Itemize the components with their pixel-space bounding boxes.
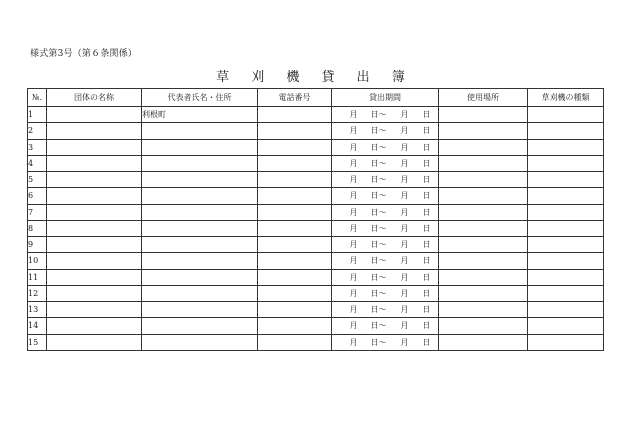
header-phone: 電話番号 xyxy=(258,89,332,107)
period-month-start-label: 月 xyxy=(349,288,358,298)
period-month-start-label: 月 xyxy=(349,223,358,233)
header-no: №. xyxy=(28,89,47,107)
place-cell[interactable] xyxy=(439,204,528,220)
representative-cell[interactable] xyxy=(142,204,258,220)
period-month-start-label: 月 xyxy=(349,240,358,250)
table-row xyxy=(28,285,604,301)
table-row xyxy=(28,155,604,171)
table-header-row xyxy=(28,89,604,107)
period-day-end-label: 日 xyxy=(422,256,431,266)
period-month-end-label: 月 xyxy=(400,191,409,201)
period-day-start-label: 日～ xyxy=(370,240,387,250)
period-month-start-label: 月 xyxy=(349,272,358,282)
period-day-start-label: 日～ xyxy=(370,223,387,233)
period-day-end-label: 日 xyxy=(422,272,431,282)
lending-period-cell[interactable] xyxy=(332,220,439,236)
lending-period-cell[interactable] xyxy=(332,188,439,204)
phone-cell[interactable] xyxy=(258,302,332,318)
phone-cell[interactable] xyxy=(258,107,332,123)
period-day-start-label: 日～ xyxy=(370,288,387,298)
row-number-cell: 13 xyxy=(28,302,47,318)
period-month-end-label: 月 xyxy=(400,158,409,168)
phone-cell[interactable] xyxy=(258,204,332,220)
period-month-start-label: 月 xyxy=(349,191,358,201)
period-day-start-label: 日～ xyxy=(370,321,387,331)
mower-type-cell[interactable] xyxy=(528,269,604,285)
mower-type-cell[interactable] xyxy=(528,107,604,123)
lending-period-cell[interactable] xyxy=(332,285,439,301)
place-cell[interactable] xyxy=(439,220,528,236)
period-month-end-label: 月 xyxy=(400,223,409,233)
representative-cell[interactable] xyxy=(142,155,258,171)
table-row xyxy=(28,123,604,139)
period-day-end-label: 日 xyxy=(422,158,431,168)
period-day-start-label: 日～ xyxy=(370,142,387,152)
phone-cell[interactable] xyxy=(258,139,332,155)
org-name-cell[interactable] xyxy=(47,237,142,253)
table-row xyxy=(28,188,604,204)
lending-period-cell[interactable] xyxy=(332,123,439,139)
period-day-start-label: 日～ xyxy=(370,158,387,168)
period-day-end-label: 日 xyxy=(422,288,431,298)
row-number-cell: 14 xyxy=(28,318,47,334)
mower-type-cell[interactable] xyxy=(528,285,604,301)
mower-type-cell[interactable] xyxy=(528,237,604,253)
representative-cell[interactable]: 利根町 xyxy=(142,107,258,123)
mower-type-cell[interactable] xyxy=(528,123,604,139)
lending-period-cell[interactable] xyxy=(332,318,439,334)
org-name-cell[interactable] xyxy=(47,139,142,155)
place-cell[interactable] xyxy=(439,139,528,155)
lending-period-cell[interactable] xyxy=(332,269,439,285)
place-cell[interactable] xyxy=(439,107,528,123)
org-name-cell[interactable] xyxy=(47,155,142,171)
row-number-cell: 10 xyxy=(28,253,47,269)
org-name-cell[interactable] xyxy=(47,123,142,139)
representative-cell[interactable] xyxy=(142,123,258,139)
period-day-start-label: 日～ xyxy=(370,256,387,266)
place-cell[interactable] xyxy=(439,123,528,139)
period-day-start-label: 日～ xyxy=(370,175,387,185)
representative-cell[interactable] xyxy=(142,285,258,301)
period-day-start-label: 日～ xyxy=(370,272,387,282)
period-day-start-label: 日～ xyxy=(370,191,387,201)
period-month-start-label: 月 xyxy=(349,207,358,217)
place-cell[interactable] xyxy=(439,334,528,350)
period-month-start-label: 月 xyxy=(349,321,358,331)
place-cell[interactable] xyxy=(439,318,528,334)
row-number-cell: 15 xyxy=(28,334,47,350)
place-cell[interactable] xyxy=(439,269,528,285)
representative-cell[interactable] xyxy=(142,188,258,204)
period-day-end-label: 日 xyxy=(422,207,431,217)
period-day-end-label: 日 xyxy=(422,126,431,136)
lending-period-cell[interactable] xyxy=(332,302,439,318)
period-day-end-label: 日 xyxy=(422,240,431,250)
period-month-start-label: 月 xyxy=(349,256,358,266)
period-day-end-label: 日 xyxy=(422,337,431,347)
period-day-end-label: 日 xyxy=(422,321,431,331)
representative-cell[interactable] xyxy=(142,172,258,188)
page-title: 草 刈 機 貸 出 簿 xyxy=(216,70,414,85)
org-name-cell[interactable] xyxy=(47,269,142,285)
row-number-cell: 8 xyxy=(28,220,47,236)
period-month-end-label: 月 xyxy=(400,305,409,315)
period-month-end-label: 月 xyxy=(400,126,409,136)
phone-cell[interactable] xyxy=(258,188,332,204)
place-cell[interactable] xyxy=(439,253,528,269)
phone-cell[interactable] xyxy=(258,220,332,236)
place-cell[interactable] xyxy=(439,285,528,301)
table-row xyxy=(28,253,604,269)
mower-type-cell[interactable] xyxy=(528,302,604,318)
period-month-start-label: 月 xyxy=(349,110,358,120)
org-name-cell[interactable] xyxy=(47,318,142,334)
table-row xyxy=(28,334,604,350)
representative-cell[interactable] xyxy=(142,237,258,253)
mower-type-cell[interactable] xyxy=(528,334,604,350)
place-cell[interactable] xyxy=(439,237,528,253)
phone-cell[interactable] xyxy=(258,269,332,285)
org-name-cell[interactable] xyxy=(47,302,142,318)
row-number-cell: 4 xyxy=(28,155,47,171)
row-number-cell: 11 xyxy=(28,269,47,285)
period-day-end-label: 日 xyxy=(422,191,431,201)
phone-cell[interactable] xyxy=(258,155,332,171)
period-month-start-label: 月 xyxy=(349,175,358,185)
row-number-cell: 2 xyxy=(28,123,47,139)
header-period: 貸出期間 xyxy=(332,89,439,107)
period-day-end-label: 日 xyxy=(422,175,431,185)
mower-type-cell[interactable] xyxy=(528,155,604,171)
header-mower-type: 草刈機の種類 xyxy=(528,89,604,107)
period-month-start-label: 月 xyxy=(349,142,358,152)
table-row xyxy=(28,269,604,285)
representative-cell[interactable] xyxy=(142,139,258,155)
table-row xyxy=(28,220,604,236)
row-number-cell: 5 xyxy=(28,172,47,188)
period-month-end-label: 月 xyxy=(400,142,409,152)
phone-cell[interactable] xyxy=(258,318,332,334)
row-number-cell: 6 xyxy=(28,188,47,204)
row-number-cell: 12 xyxy=(28,285,47,301)
org-name-cell[interactable] xyxy=(47,334,142,350)
place-cell[interactable] xyxy=(439,188,528,204)
phone-cell[interactable] xyxy=(258,237,332,253)
org-name-cell[interactable] xyxy=(47,285,142,301)
period-month-start-label: 月 xyxy=(349,337,358,347)
representative-cell[interactable] xyxy=(142,269,258,285)
lending-period-cell[interactable] xyxy=(332,253,439,269)
header-place: 使用場所 xyxy=(439,89,528,107)
lending-period-cell[interactable] xyxy=(332,334,439,350)
table-row xyxy=(28,139,604,155)
lending-period-cell[interactable] xyxy=(332,172,439,188)
period-month-end-label: 月 xyxy=(400,240,409,250)
period-day-end-label: 日 xyxy=(422,305,431,315)
phone-cell[interactable] xyxy=(258,123,332,139)
table-row xyxy=(28,107,604,123)
period-month-end-label: 月 xyxy=(400,288,409,298)
period-day-start-label: 日～ xyxy=(370,305,387,315)
period-month-end-label: 月 xyxy=(400,256,409,266)
mower-type-cell[interactable] xyxy=(528,253,604,269)
period-month-start-label: 月 xyxy=(349,126,358,136)
mower-type-cell[interactable] xyxy=(528,220,604,236)
lending-period-cell[interactable] xyxy=(332,107,439,123)
place-cell[interactable] xyxy=(439,155,528,171)
org-name-cell[interactable] xyxy=(47,204,142,220)
representative-cell[interactable] xyxy=(142,302,258,318)
period-month-start-label: 月 xyxy=(349,305,358,315)
table-row xyxy=(28,237,604,253)
row-number-cell: 3 xyxy=(28,139,47,155)
period-day-start-label: 日～ xyxy=(370,207,387,217)
mower-type-cell[interactable] xyxy=(528,318,604,334)
org-name-cell[interactable] xyxy=(47,188,142,204)
period-day-end-label: 日 xyxy=(422,223,431,233)
table-row xyxy=(28,172,604,188)
phone-cell[interactable] xyxy=(258,285,332,301)
lending-period-cell[interactable] xyxy=(332,139,439,155)
period-day-start-label: 日～ xyxy=(370,126,387,136)
row-number-cell: 1 xyxy=(28,107,47,123)
representative-cell[interactable] xyxy=(142,220,258,236)
period-day-start-label: 日～ xyxy=(370,110,387,120)
table-row xyxy=(28,318,604,334)
header-org-name: 団体の名称 xyxy=(47,89,142,107)
org-name-cell[interactable] xyxy=(47,172,142,188)
period-month-end-label: 月 xyxy=(400,175,409,185)
period-month-end-label: 月 xyxy=(400,110,409,120)
table-row xyxy=(28,204,604,220)
header-representative: 代表者氏名・住所 xyxy=(142,89,258,107)
representative-cell[interactable] xyxy=(142,318,258,334)
representative-cell[interactable] xyxy=(142,334,258,350)
lending-period-cell[interactable] xyxy=(332,155,439,171)
form-number: 様式第3号（第６条関係） xyxy=(30,49,138,59)
row-number-cell: 7 xyxy=(28,204,47,220)
row-number-cell: 9 xyxy=(28,237,47,253)
period-month-end-label: 月 xyxy=(400,207,409,217)
mower-type-cell[interactable] xyxy=(528,188,604,204)
phone-cell[interactable] xyxy=(258,172,332,188)
period-month-end-label: 月 xyxy=(400,321,409,331)
org-name-cell[interactable] xyxy=(47,220,142,236)
phone-cell[interactable] xyxy=(258,334,332,350)
place-cell[interactable] xyxy=(439,172,528,188)
period-day-end-label: 日 xyxy=(422,142,431,152)
org-name-cell[interactable] xyxy=(47,107,142,123)
representative-cell[interactable] xyxy=(142,253,258,269)
mower-type-cell[interactable] xyxy=(528,139,604,155)
lending-ledger-table xyxy=(27,88,604,351)
lending-period-cell[interactable] xyxy=(332,237,439,253)
mower-type-cell[interactable] xyxy=(528,172,604,188)
period-month-end-label: 月 xyxy=(400,272,409,282)
period-month-end-label: 月 xyxy=(400,337,409,347)
period-day-start-label: 日～ xyxy=(370,337,387,347)
place-cell[interactable] xyxy=(439,302,528,318)
period-month-start-label: 月 xyxy=(349,158,358,168)
mower-type-cell[interactable] xyxy=(528,204,604,220)
table-row xyxy=(28,302,604,318)
phone-cell[interactable] xyxy=(258,253,332,269)
org-name-cell[interactable] xyxy=(47,253,142,269)
lending-period-cell[interactable] xyxy=(332,204,439,220)
period-day-end-label: 日 xyxy=(422,110,431,120)
